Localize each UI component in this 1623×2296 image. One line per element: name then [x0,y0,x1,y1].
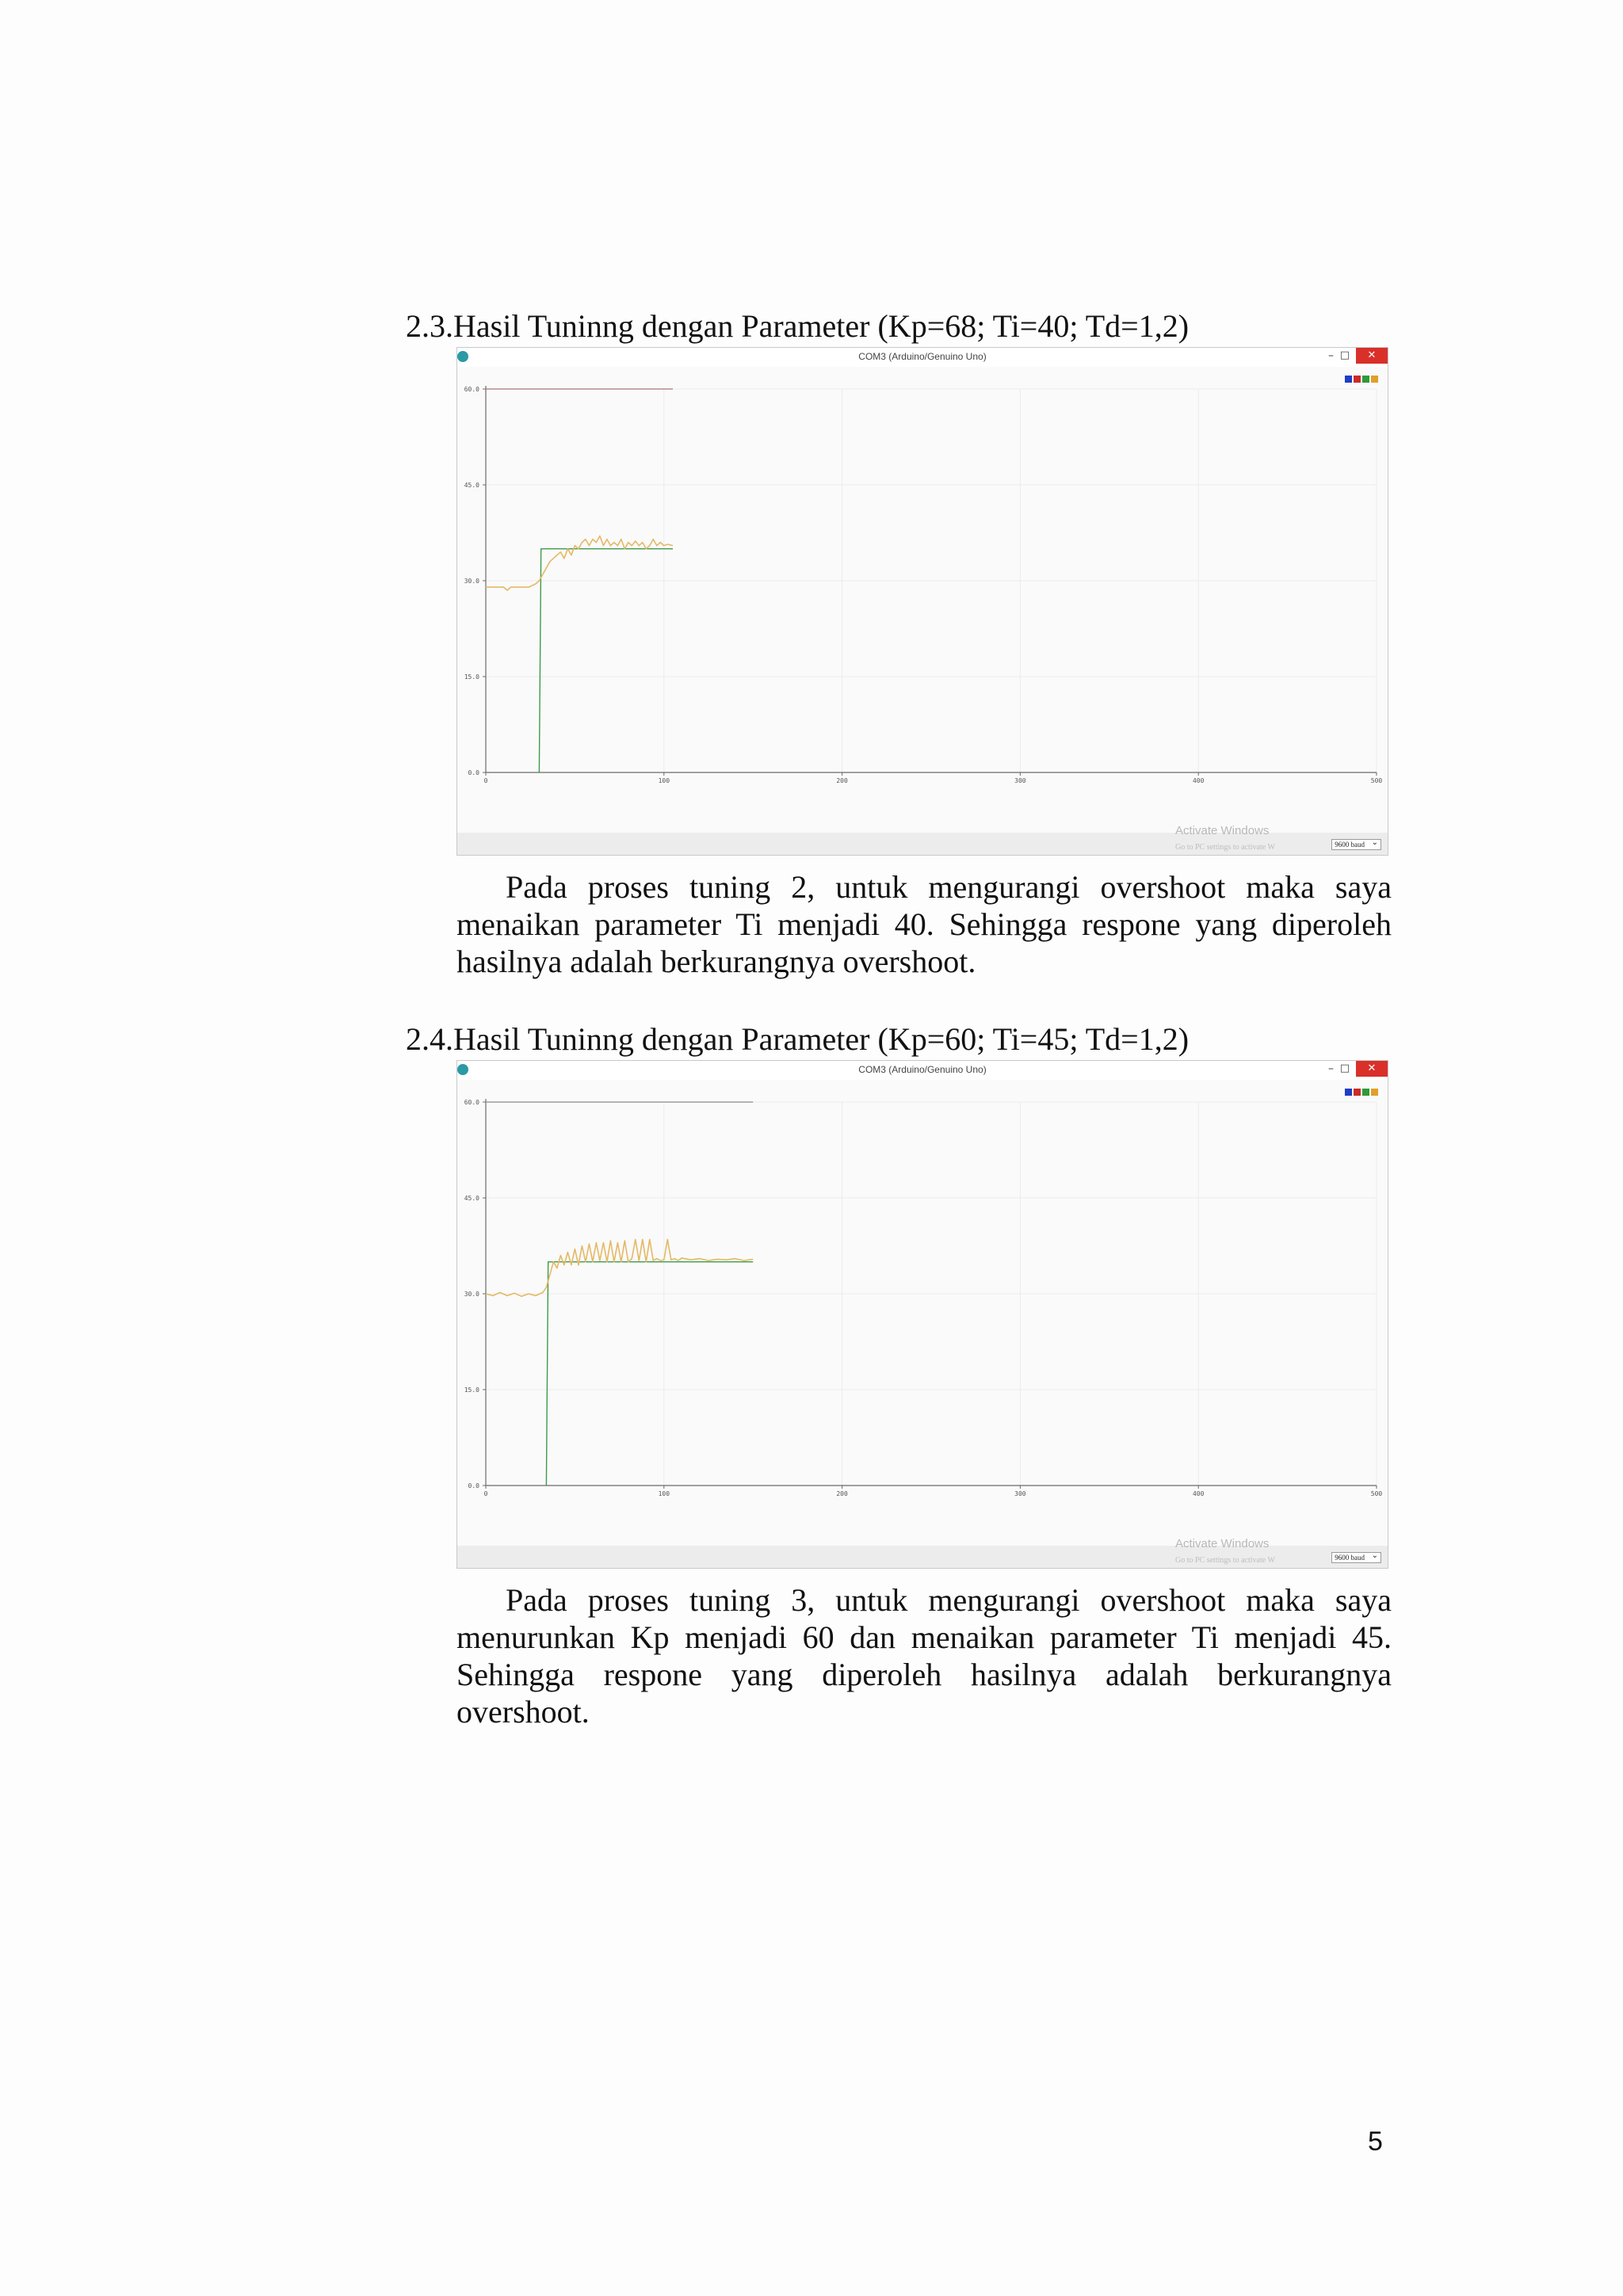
y-tick-label: 0.0 [468,1482,479,1489]
y-tick-label: 30.0 [464,1291,479,1298]
x-tick-label: 400 [1192,777,1205,784]
baud-rate-select[interactable]: 9600 baud ⌄ [1331,839,1381,850]
series-line-response [486,1239,753,1296]
activate-windows-watermark: Activate Windows [1175,824,1270,837]
plot-area [457,1080,1388,1546]
x-tick-label: 100 [658,777,670,784]
close-button[interactable]: ✕ [1356,348,1388,364]
plot-area [457,367,1388,833]
close-button[interactable]: ✕ [1356,1061,1388,1077]
paragraph-text: Pada proses tuning 2, untuk mengurangi overshoot maka saya menaikan parameter Ti menjadi 40. Sehingga respone yang diperoleh hasilnya adalah berkurangnya overshoot. [456,869,1392,979]
series-line-setpoint [546,1262,753,1486]
y-tick-label: 45.0 [464,482,479,489]
series-line-response [486,536,673,591]
y-tick-label: 60.0 [464,1099,479,1106]
x-tick-label: 0 [483,1490,488,1497]
x-tick-label: 0 [483,777,488,784]
maximize-button[interactable]: □ [1339,349,1350,361]
y-tick-label: 0.0 [468,769,479,776]
y-tick-label: 15.0 [464,1386,479,1394]
x-tick-label: 400 [1192,1490,1205,1497]
window-titlebar[interactable] [457,1061,1388,1080]
x-tick-label: 500 [1370,1490,1383,1497]
window-title: COM3 (Arduino/Genuino Uno) [858,1064,987,1075]
section-heading-2-4: 2.4.Hasil Tuninng dengan Parameter (Kp=60; Ti=45; Td=1,2) [406,1021,1190,1057]
x-tick-label: 200 [836,777,848,784]
activate-windows-subtext: Go to PC settings to activate W [1175,1556,1275,1565]
paragraph-text: Pada proses tuning 3, untuk mengurangi overshoot maka saya menurunkan Kp menjadi 60 dan menaikan parameter Ti menjadi 45. Sehingga respone yang diperoleh hasilnya adalah berkurangnya overshoot. [456,1582,1392,1730]
section-heading-2-3: 2.3.Hasil Tuninng dengan Parameter (Kp=68; Ti=40; Td=1,2) [406,308,1190,344]
series-line-setpoint [539,549,673,772]
minimize-button[interactable]: – [1328,349,1334,362]
baud-rate-select[interactable]: 9600 baud ⌄ [1331,1552,1381,1563]
serial-plotter-window-1[interactable] [456,347,1388,856]
y-tick-label: 45.0 [464,1195,479,1202]
x-tick-label: 500 [1370,777,1383,784]
x-tick-label: 300 [1014,777,1026,784]
minimize-button[interactable]: – [1328,1062,1334,1075]
serial-plotter-window-2[interactable] [456,1060,1388,1569]
activate-windows-subtext: Go to PC settings to activate W [1175,843,1275,852]
paragraph-tuning-2 [456,868,1392,980]
activate-windows-watermark: Activate Windows [1175,1537,1270,1550]
x-tick-label: 200 [836,1490,848,1497]
window-title: COM3 (Arduino/Genuino Uno) [858,351,987,362]
paragraph-tuning-3 [456,1581,1392,1730]
y-tick-label: 15.0 [464,673,479,681]
x-tick-label: 100 [658,1490,670,1497]
window-titlebar[interactable] [457,348,1388,367]
page-number: 5 [1368,2126,1383,2157]
x-tick-label: 300 [1014,1490,1026,1497]
y-tick-label: 60.0 [464,386,479,393]
maximize-button[interactable]: □ [1339,1062,1350,1074]
y-tick-label: 30.0 [464,578,479,585]
